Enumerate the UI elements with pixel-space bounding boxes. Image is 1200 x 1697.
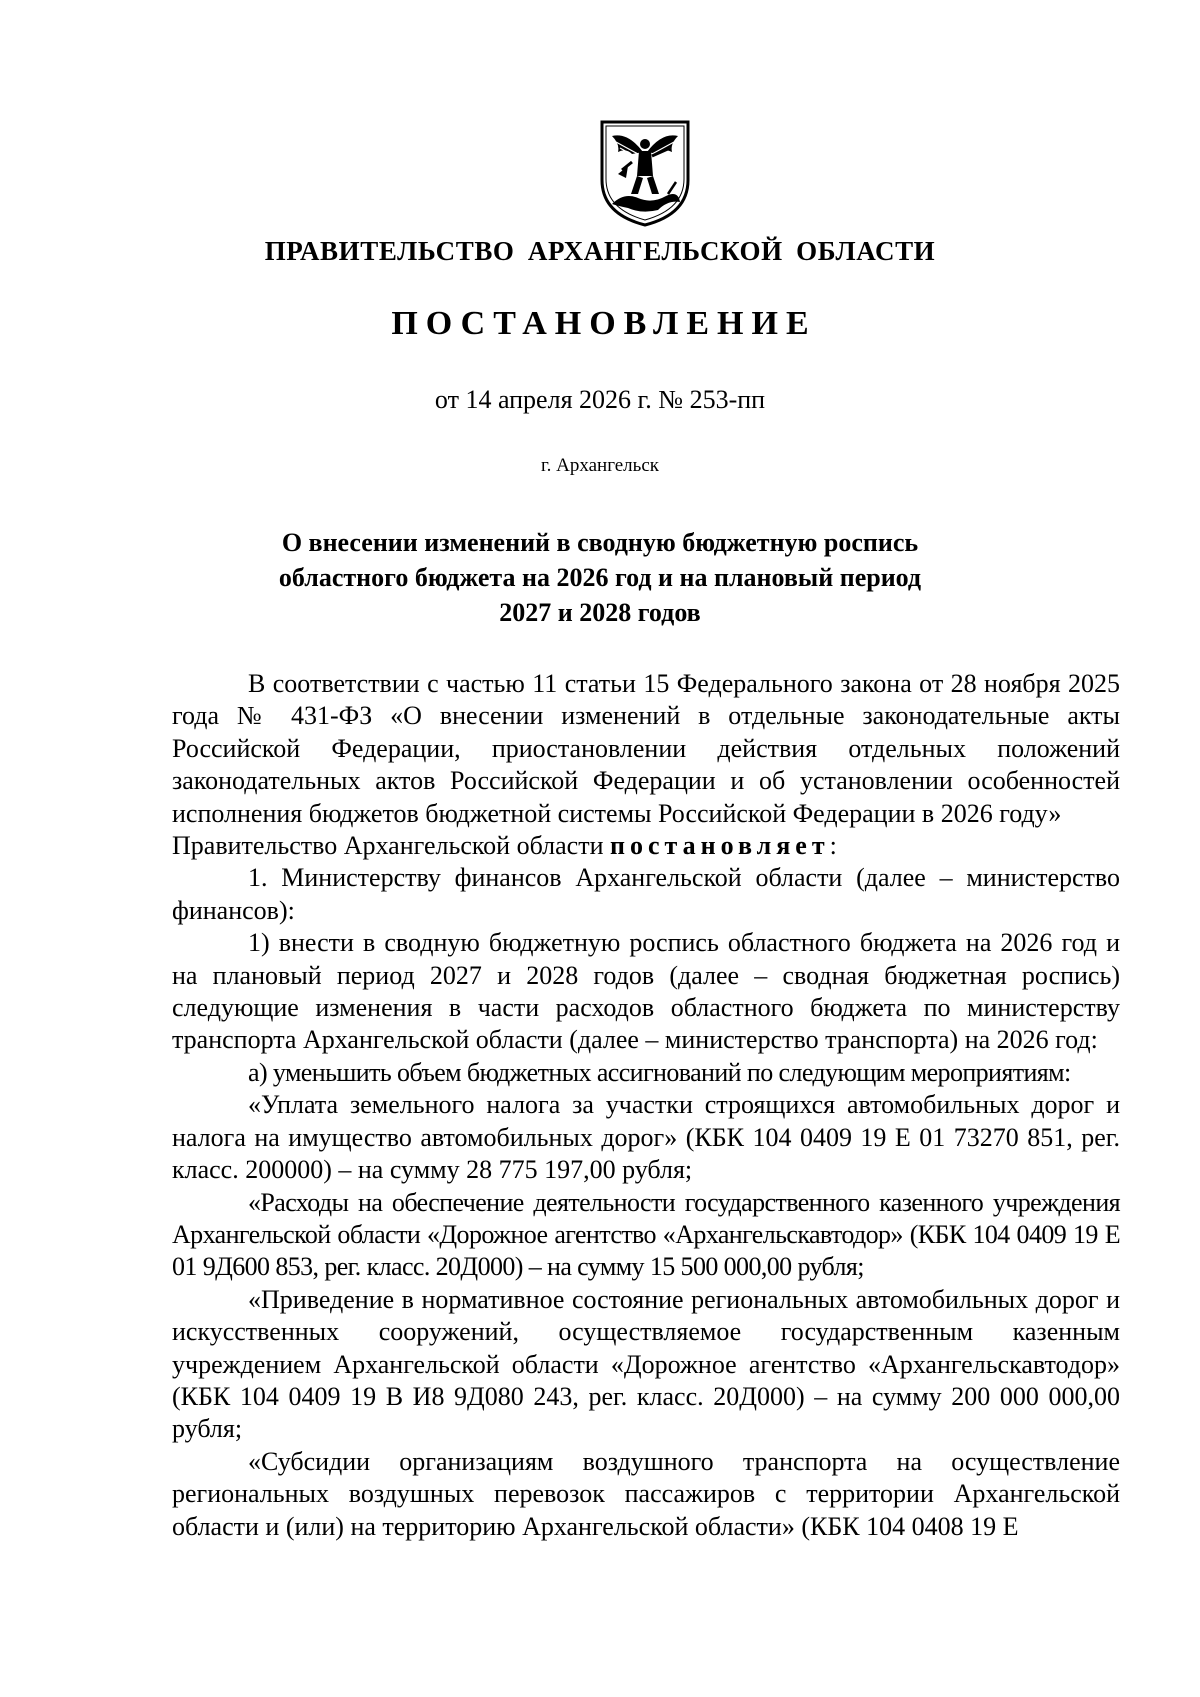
issue-city: г. Архангельск bbox=[540, 455, 659, 476]
date-and-number: от 14 апреля 2026 г. № 253-пп bbox=[434, 385, 766, 414]
paragraph-preamble-tail bbox=[172, 830, 1120, 862]
heading-line: О внесении изменений в сводную бюджетную роспись bbox=[281, 528, 919, 557]
government-subject: Правительство Архангельской области bbox=[172, 831, 611, 861]
arkhangelsk-coat-of-arms-icon bbox=[598, 118, 692, 228]
paragraph-item-1: 1. Министерству финансов Архангельской области (далее – министерство финансов): bbox=[172, 863, 1120, 925]
colon: : bbox=[829, 831, 837, 861]
paragraph-road-agency: «Расходы на обеспечение деятельности государственного казенного учреждения Архангельской области «Дорожное агентство «Архангельскавтодор» (КБК 104 0409 19 Е 01 9Д600 853, рег. класс. 20Д000) – на сумму 15 500 000,00 рубля; bbox=[172, 1187, 1120, 1282]
heading-line: областного бюджета на 2026 год и на плановый период bbox=[278, 563, 922, 592]
paragraph-road-maintenance: «Приведение в нормативное состояние региональных автомобильных дорог и искусственных сооружений, осуществляемое государственным казенным учреждением Архангельской области «Дорожное агентство «Архангельскавтодор» (КБК 104 0409 19 В И8 9Д080 243, рег. класс. 20Д000) – на сумму 200 000 000,00 рубля; bbox=[172, 1284, 1120, 1444]
resolves-word: постановляет bbox=[610, 831, 830, 861]
paragraph-subitem-a: а) уменьшить объем бюджетных ассигнований по следующим мероприятиям: bbox=[248, 1057, 1071, 1087]
paragraph-preamble: В соответствии с частью 11 статьи 15 Федерального закона от 28 ноября 2025 года № 431-ФЗ «О внесении изменений в отдельные законодательные акты Российской Федерации, приостановлении действия отдельных положений законодательных актов Российской Федерации и об установлении особенностей исполнения бюджетов бюджетной системы Российской Федерации в 2026 году» bbox=[172, 669, 1120, 828]
government-name: ПРАВИТЕЛЬСТВО АРХАНГЕЛЬСКОЙ ОБЛАСТИ bbox=[264, 236, 936, 266]
paragraph-land-tax: «Уплата земельного налога за участки строящихся автомобильных дорог и налога на имущество автомобильных дорог» (КБК 104 0409 19 Е 01 73270 851, рег. класс. 200000) – на сумму 28 775 197,00 рубля; bbox=[172, 1090, 1120, 1185]
document-heading bbox=[0, 525, 1200, 630]
paragraph-subitem-1: 1) внести в сводную бюджетную роспись областного бюджета на 2026 год и на плановый период 2027 и 2028 годов (далее – сводная бюджетная роспись) следующие изменения в части расходов областного бюджета по министерству транспорта Архангельской области (далее – министерство транспорта) на 2026 год: bbox=[172, 928, 1120, 1055]
paragraph-air-transport: «Субсидии организациям воздушного транспорта на осуществление региональных воздушных перевозок пассажиров с территории Архангельской области и (или) на территорию Архангельской области» (КБК 104 0408 19 Е bbox=[172, 1446, 1120, 1541]
heading-line: 2027 и 2028 годов bbox=[499, 598, 701, 627]
document-type-title: ПОСТАНОВЛЕНИЕ bbox=[391, 305, 817, 342]
document-body bbox=[172, 668, 1120, 1543]
